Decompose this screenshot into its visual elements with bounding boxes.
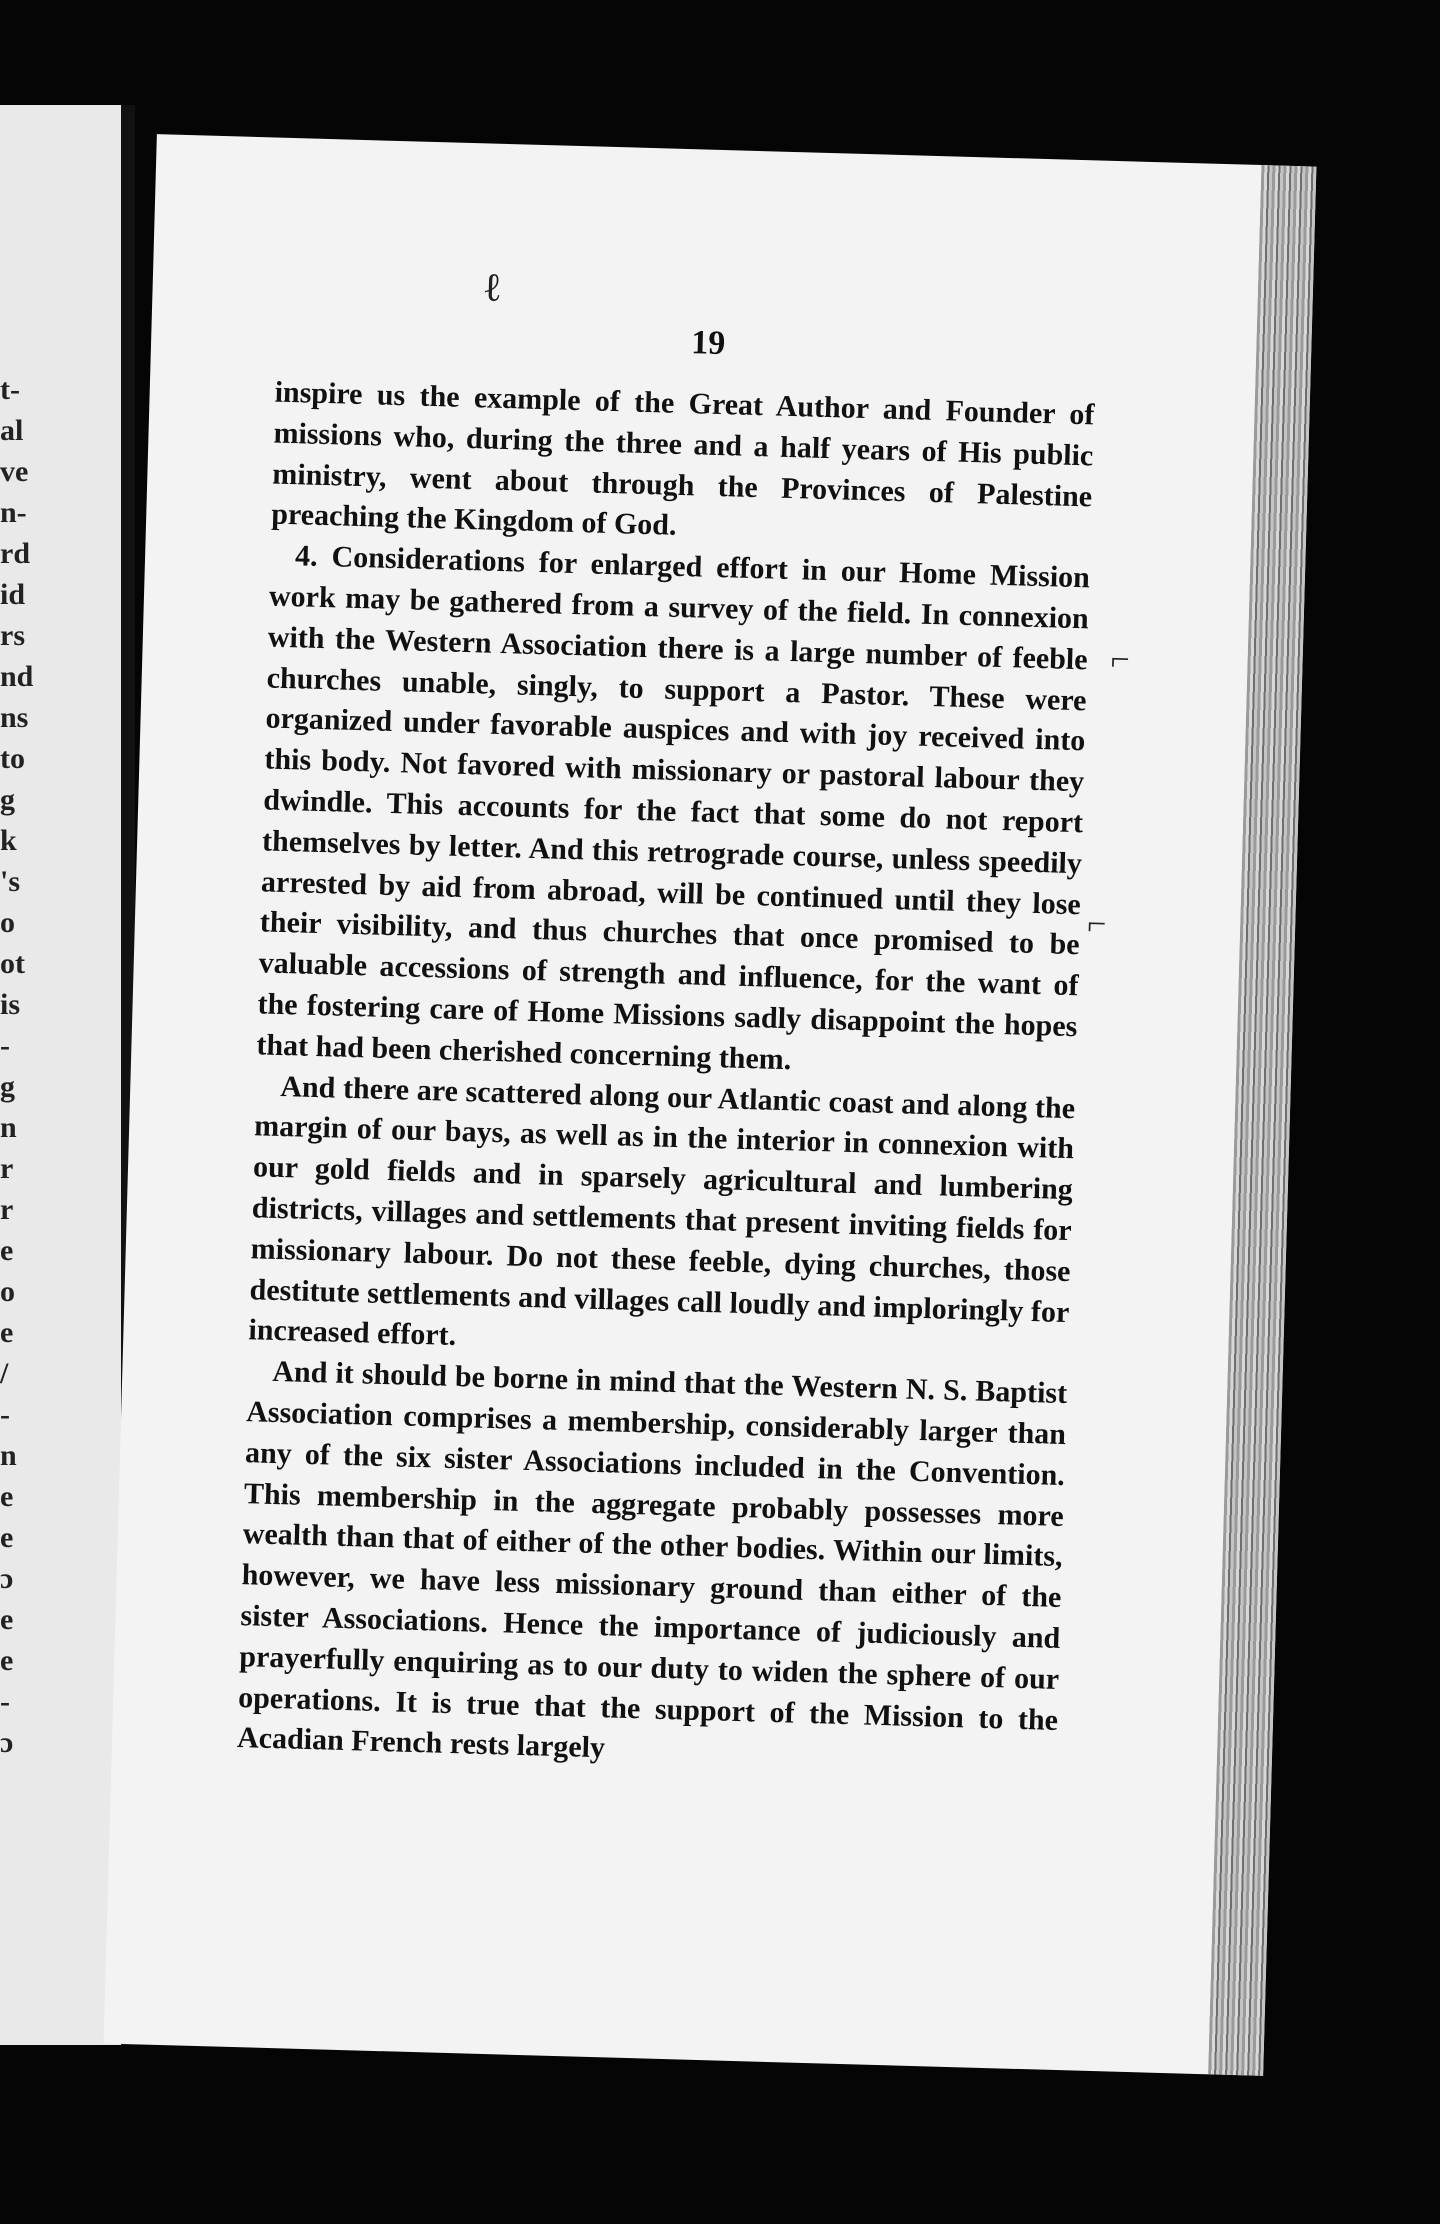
facing-page-fragment: /: [0, 1357, 9, 1390]
facing-page-fragment: n: [0, 1111, 17, 1144]
book-page: [104, 134, 1317, 2076]
facing-page-fragment: ɔ: [0, 1726, 14, 1759]
facing-page-fragment: o: [0, 906, 15, 939]
facing-page-fragment: ot: [0, 947, 25, 980]
page-stack-edge: [1208, 165, 1316, 2076]
facing-page-fragment: to: [0, 742, 25, 775]
facing-page-fragment: t-: [0, 373, 20, 406]
facing-page-fragment: g: [0, 1070, 15, 1103]
paragraph-1: inspire us the example of the Great Author and Founder of missions who, during the three and a half years of His public ministry, went about through the Provinces of Palestine preaching the Kingdom of God.: [270, 375, 1095, 543]
facing-page-fragment: n-: [0, 496, 27, 529]
paragraph-3: And there are scattered along our Atlantic coast and along the margin of our bays, as well as in the interior in connexion with our gold fields and in sparsely agricultural and lumbering districts, villages and settlements that present inviting fields for missionary labour. Do not these feeble, dying churches, those destitute settlements and villages call loudly and imploringly for increased effort.: [248, 1069, 1076, 1353]
margin-check-mark: ⌐: [1110, 641, 1131, 679]
facing-page-fragment: 's: [0, 865, 21, 898]
facing-page-fragment: n: [0, 1439, 17, 1472]
facing-page-fragment: ɔ: [0, 1562, 14, 1595]
facing-page-fragment: e: [0, 1644, 14, 1677]
facing-page-fragment: rs: [0, 619, 25, 652]
facing-page-fragment: e: [0, 1480, 14, 1513]
facing-page-fragment: e: [0, 1521, 14, 1554]
facing-page-fragment: is: [0, 988, 21, 1021]
facing-page-fragment: r: [0, 1193, 14, 1226]
facing-page-fragment: al: [0, 414, 24, 447]
facing-page-fragment: ns: [0, 701, 29, 734]
facing-page-fragment: -: [0, 1398, 10, 1431]
facing-page-fragment: e: [0, 1603, 14, 1636]
facing-page-fragment: id: [0, 578, 26, 611]
facing-page-fragment: e: [0, 1316, 14, 1349]
facing-page-fragment: rd: [0, 537, 30, 570]
page-number: 19: [690, 324, 726, 363]
facing-page-fragment: nd: [0, 660, 34, 693]
facing-page-fragment: k: [0, 824, 17, 857]
page-body: [237, 373, 1095, 1782]
facing-page-fragment: e: [0, 1234, 14, 1267]
facing-page-fragment: g: [0, 783, 15, 816]
facing-page-fragment: -: [0, 1029, 10, 1062]
facing-page-fragment: o: [0, 1275, 15, 1308]
margin-check-mark: ⌐: [1086, 905, 1107, 943]
facing-page-fragment: ve: [0, 455, 29, 488]
paragraph-4: And it should be borne in mind that the Western N. S. Baptist Association comprises a membership, considerably larger than any of the six sister Associations included in the Convention. This membership in the aggregate probably possesses more wealth than that of either of the other bodies. Within our limits, however, we have less missionary ground than either of the sister Associations. Hence the importance of judiciously and prayerfully enquiring as to our duty to widen the sphere of our operations. It is true that the support of the Mission to the Acadian French rests largely: [236, 1355, 1068, 1765]
facing-page-fragment: r: [0, 1152, 14, 1185]
facing-page-fragment: -: [0, 1685, 10, 1718]
pencil-mark: ℓ: [482, 264, 503, 310]
paragraph-2: 4. Considerations for enlarged effort in our Home Mission work may be gathered from a survey of the field. In connexion with the Western Association there is a large number of feeble churches unable, singly, to support a Pastor. These were organized under favorable auspices and with joy received into this body. Not favored with missionary or pastoral labour they dwindle. This accounts for the fact that some do not report themselves by letter. And this retrograde course, unless speedily arrested by aid from abroad, will be continued until they lose their visibility, and thus churches that once promised to be valuable accessions of strength and influence, for the want of the fostering care of Home Missions sadly disappoint the hopes that had been cherished concerning them.: [256, 539, 1091, 1076]
